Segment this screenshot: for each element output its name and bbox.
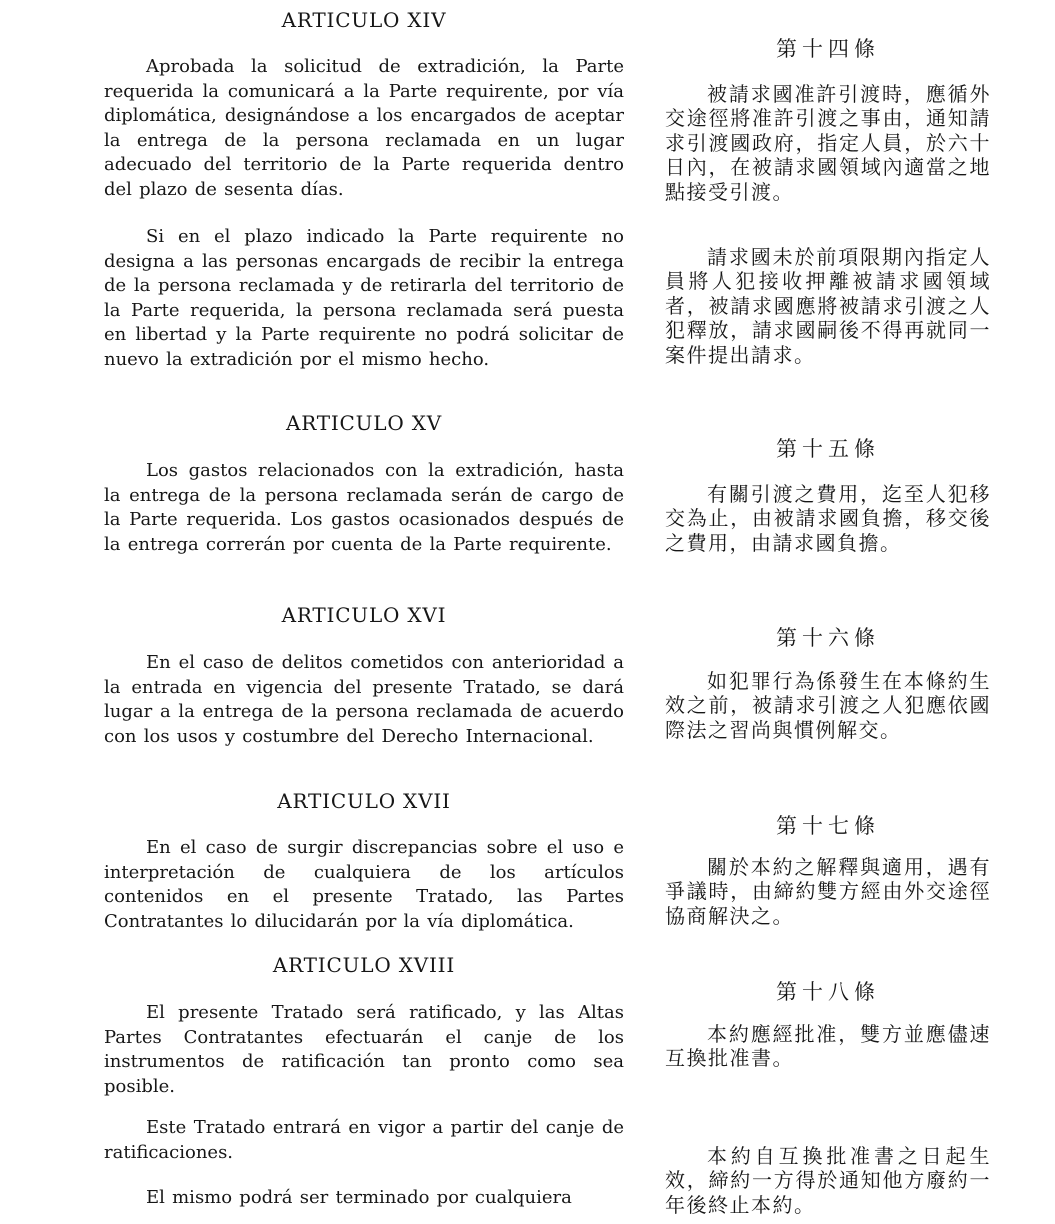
- article-heading-xv-es: ARTICULO XV: [285, 411, 443, 435]
- article-heading-17-zh: 第十七條: [776, 814, 880, 838]
- article-xv-paragraph-1: Los gastos relacionados con la extradición, hasta la entrega de la persona reclamada serán de cargo de la Parte requerida. Los gastos ocasionados después de la entrega correrán por cuenta de la Parte requirente.: [104, 460, 624, 555]
- article-heading-18-zh: 第十八條: [776, 980, 880, 1004]
- article-17-paragraph-1: 關於本約之解釋與適用，遇有爭議時，由締約雙方經由外交途徑協商解決之。: [665, 855, 991, 928]
- article-heading-xvi-es: ARTICULO XVI: [281, 603, 447, 627]
- spanish-column: [104, 0, 624, 1224]
- article-16-paragraph-1: 如犯罪行為係發生在本條約生效之前，被請求引渡之人犯應依國際法之習尚與慣例解交。: [665, 669, 991, 742]
- article-18-paragraph-1: 本約應經批准，雙方並應儘速互換批准書。: [665, 1022, 991, 1071]
- article-xviii-paragraph-3: El mismo podrá ser terminado por cualquiera: [146, 1187, 572, 1208]
- article-xiv-paragraph-2: Si en el plazo indicado la Parte requirente no designa a las personas encargads de recibir la entrega de la persona reclamada y de retirarla del territorio de la Parte requerida, la persona reclamada será puesta en libertad y la Parte requirente no podrá solicitar de nuevo la extradición por el mismo hecho.: [104, 226, 624, 370]
- article-heading-15-zh: 第十五條: [776, 437, 880, 461]
- article-heading-xvii-es: ARTICULO XVII: [277, 789, 451, 813]
- article-heading-xiv-es: ARTICULO XIV: [281, 8, 447, 32]
- article-14-paragraph-1: 被請求國准許引渡時，應循外交途徑將准許引渡之事由，通知請求引渡國政府，指定人員，於六十日內，在被請求國領域內適當之地點接受引渡。: [665, 82, 991, 204]
- article-xiv-paragraph-1: Aprobada la solicitud de extradición, la Parte requerida la comunicará a la Parte requirente, por vía diplomática, designándose a los encargados de aceptar la entrega de la persona reclamada en un lugar adecuado del territorio de la Parte requerida dentro del plazo de sesenta días.: [104, 56, 624, 200]
- article-15-paragraph-1: 有關引渡之費用，迄至人犯移交為止，由被請求國負擔，移交後之費用，由請求國負擔。: [665, 482, 991, 555]
- article-heading-16-zh: 第十六條: [776, 626, 880, 650]
- article-xvi-paragraph-1: En el caso de delitos cometidos con anterioridad a la entrada en vigencia del presente Tratado, se dará lugar a la entrega de la persona reclamada de acuerdo con los usos y costumbre del Derecho Internacional.: [104, 652, 624, 747]
- article-xviii-paragraph-2: Este Tratado entrará en vigor a partir del canje de ratificaciones.: [104, 1117, 624, 1163]
- article-xvii-paragraph-1: En el caso de surgir discrepancias sobre el uso e interpretación de cualquiera de los artículos contenidos en el presente Tratado, las Partes Contratantes lo dilucidarán por la vía diplomática.: [104, 837, 624, 932]
- article-heading-xviii-es: ARTICULO XVIII: [272, 953, 456, 977]
- article-14-paragraph-2: 請求國未於前項限期內指定人員將人犯接收押離被請求國領域者，被請求國應將被請求引渡之人犯釋放，請求國嗣後不得再就同一案件提出請求。: [665, 245, 991, 367]
- article-18-paragraph-2: 本約自互換批准書之日起生效，締約一方得於通知他方廢約一年後終止本約。: [665, 1144, 991, 1217]
- chinese-column: [665, 0, 991, 1224]
- article-heading-14-zh: 第十四條: [776, 37, 880, 61]
- article-xviii-paragraph-1: El presente Tratado será ratificado, y las Altas Partes Contratantes efectuarán el canje de los instrumentos de ratificación tan pronto como sea posible.: [104, 1002, 624, 1097]
